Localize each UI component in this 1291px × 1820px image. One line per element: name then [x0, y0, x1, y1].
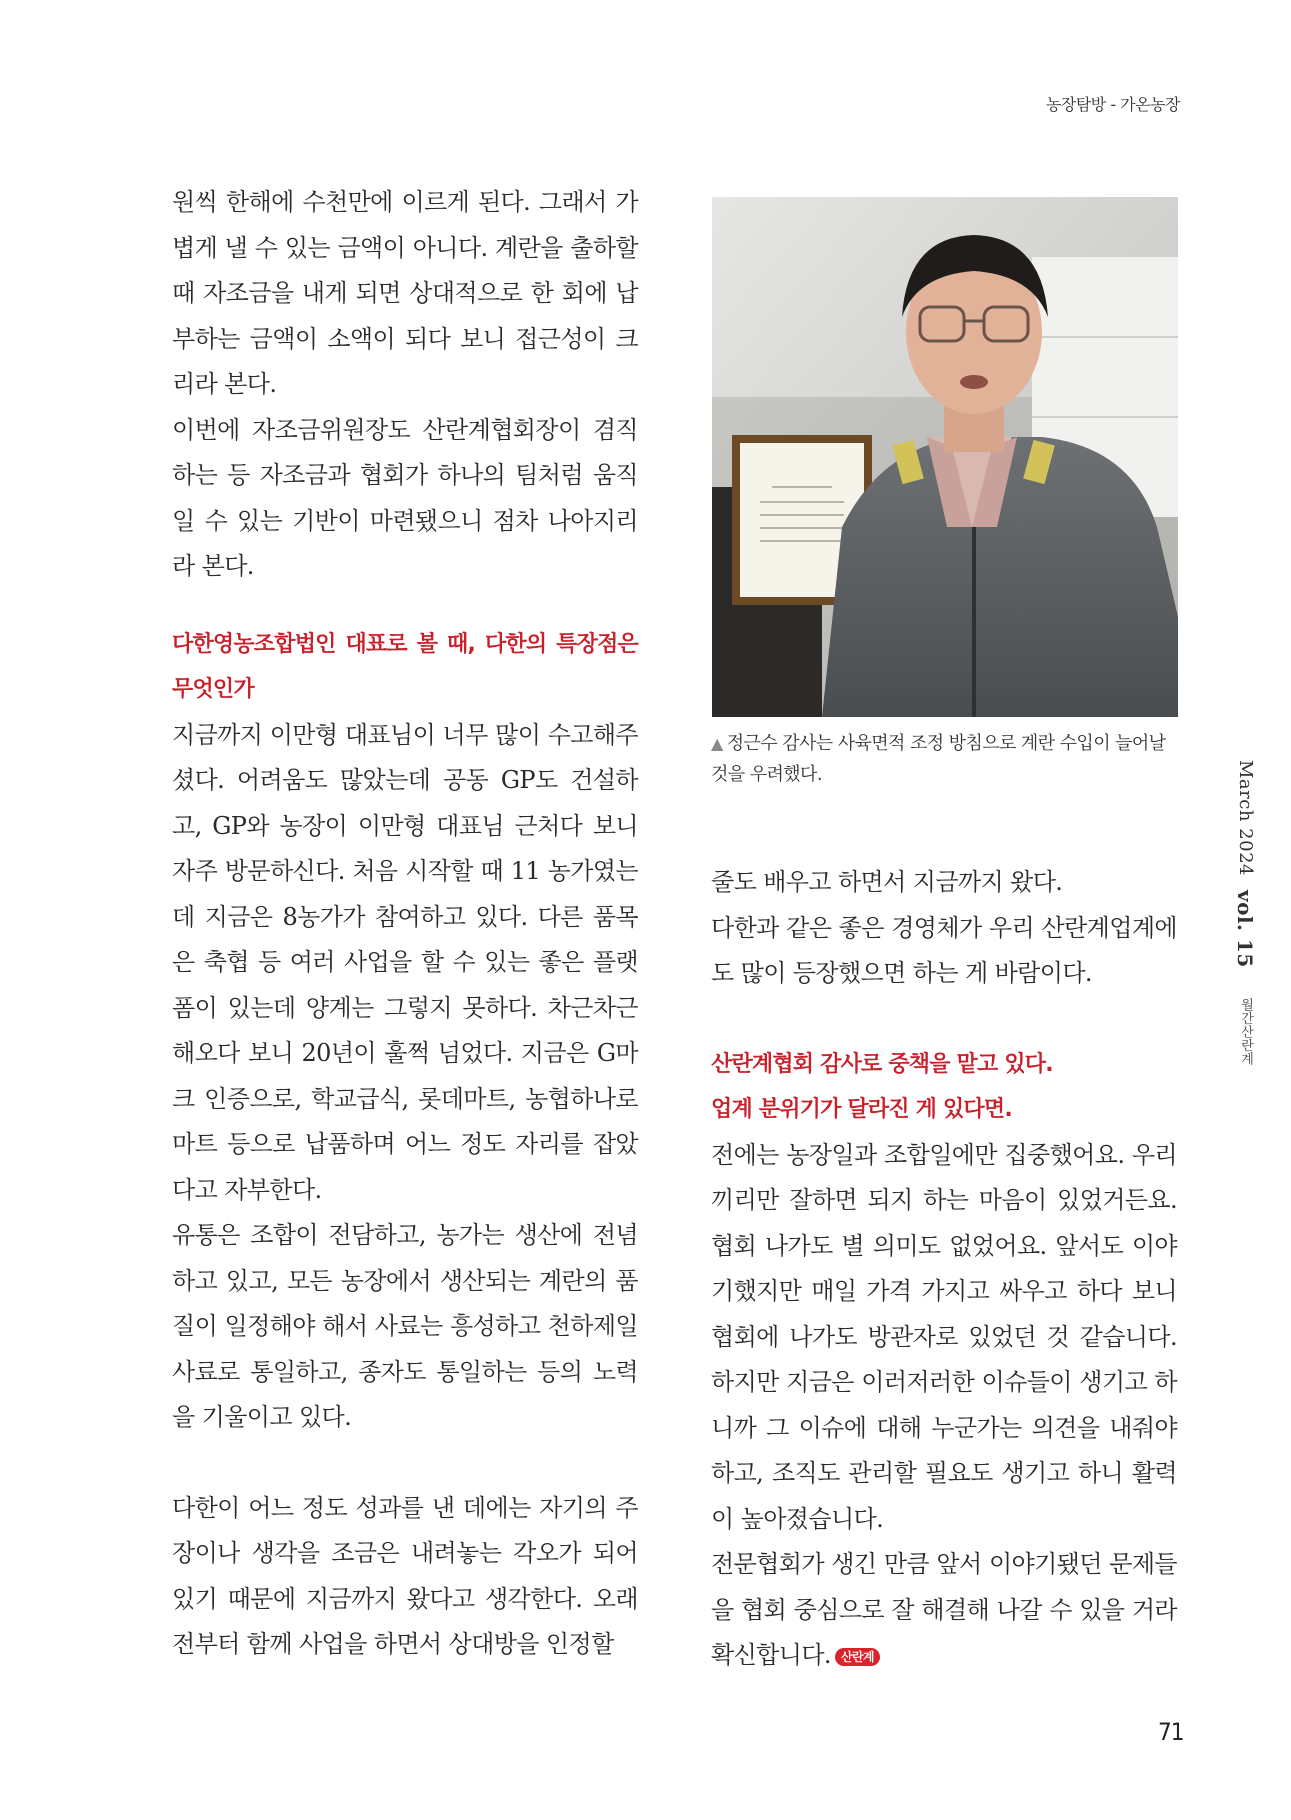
sidebar-issue-info — [1233, 760, 1257, 1066]
paragraph: 지금까지 이만형 대표님이 너무 많이 수고해주셨다. 어려움도 많았는데 공동 GP도 건설하고, GP와 농장이 이만형 대표님 근처다 보니 자주 방문하신다. 처음 시작할 때 11 농가였는데 지금은 8농가가 참여하고 있다. 다른 품목은 축협 등 여러 사업을 할 수 있는 좋은 플랫폼이 있는데 양계는 그렇지 못하다. 차근차근해오다 보니 20년이 훌쩍 넘었다. 지금은 G마크 인증으로, 학교급식, 롯데마트, 농협하나로마트 등으로 납품하며 어느 정도 자리를 잡았다고 자부한다. — [172, 720, 638, 1204]
section-header: 농장탐방 - 가온농장 — [1045, 95, 1180, 114]
interview-photo — [712, 197, 1178, 717]
issue-volume: vol. 15 — [1233, 890, 1257, 969]
question-heading-line1: 산란계협회 감사로 중책을 맡고 있다. — [711, 1051, 1053, 1077]
portrait-illustration — [712, 197, 1178, 717]
question-heading: 다한영농조합법인 대표로 볼 때, 다한의 특장점은 무엇인가 — [172, 631, 638, 702]
question-heading-line2: 업계 분위기가 달라진 게 있다면. — [711, 1097, 1012, 1122]
left-column — [172, 180, 638, 1668]
page-number: 71 — [1158, 1718, 1184, 1746]
paragraph: 전에는 농장일과 조합일에만 집중했어요. 우리끼리만 잘하면 되지 하는 마음이 있었거든요. 협회 나가도 별 의미도 없었어요. 앞서도 이야기했지만 매일 가격 가지고 싸우고 하다 보니 협회에 나가도 방관자로 있었던 것 같습니다. 하지만 지금은 이러저러한 이슈들이 생기고 하니까 그 이슈에 대해 누군가는 의견을 내줘야 하고, 조직도 관리할 필요도 생기고 하니 활력이 높아졌습니다. — [711, 1140, 1177, 1533]
paragraph: 다한과 같은 좋은 경영체가 우리 산란계업계에도 많이 등장했으면 하는 게 바람이다. — [711, 913, 1177, 987]
paragraph-text: 전문협회가 생긴 만큼 앞서 이야기됐던 문제들을 협회 중심으로 잘 해결해 나갈 수 있을 거라 확신합니다. — [711, 1550, 1177, 1669]
paragraph: 다한이 어느 정도 성과를 낸 데에는 자기의 주장이나 생각을 조금은 내려놓는 각오가 되어 있기 때문에 지금까지 왔다고 생각한다. 오래 전부터 함께 사업을 하면서 상대방을 인정할 — [172, 1493, 638, 1658]
photo-caption — [711, 728, 1181, 790]
paragraph — [711, 1542, 1177, 1679]
paragraph: 유통은 조합이 전담하고, 농가는 생산에 전념하고 있고, 모든 농장에서 생산되는 계란의 품질이 일정해야 해서 사료는 흥성하고 천하제일 사료로 통일하고, 종자도 통일하는 등의 노력을 기울이고 있다. — [172, 1221, 638, 1431]
paragraph: 줄도 배우고 하면서 지금까지 왔다. — [711, 868, 1063, 896]
caption-triangle-icon: ▲ — [711, 734, 723, 753]
paragraph: 이번에 자조금위원장도 산란계협회장이 겸직하는 등 자조금과 협회가 하나의 팀처럼 움직일 수 있는 기반이 마련됐으니 점차 나아지리라 본다. — [172, 415, 638, 580]
magazine-name: 월간산란계 — [1238, 998, 1253, 1066]
right-column — [711, 860, 1177, 1679]
issue-date: March 2024 — [1235, 760, 1256, 876]
paragraph: 원씩 한해에 수천만에 이르게 된다. 그래서 가볍게 낼 수 있는 금액이 아니다. 계란을 출하할 때 자조금을 내게 되면 상대적으로 한 회에 납부하는 금액이 소액이 되다 보니 접근성이 크리라 본다. — [172, 188, 638, 398]
end-mark-badge: 산란계 — [835, 1648, 880, 1666]
caption-text: 정근수 감사는 사육면적 조정 방침으로 계란 수입이 늘어날 것을 우려했다. — [711, 733, 1166, 785]
